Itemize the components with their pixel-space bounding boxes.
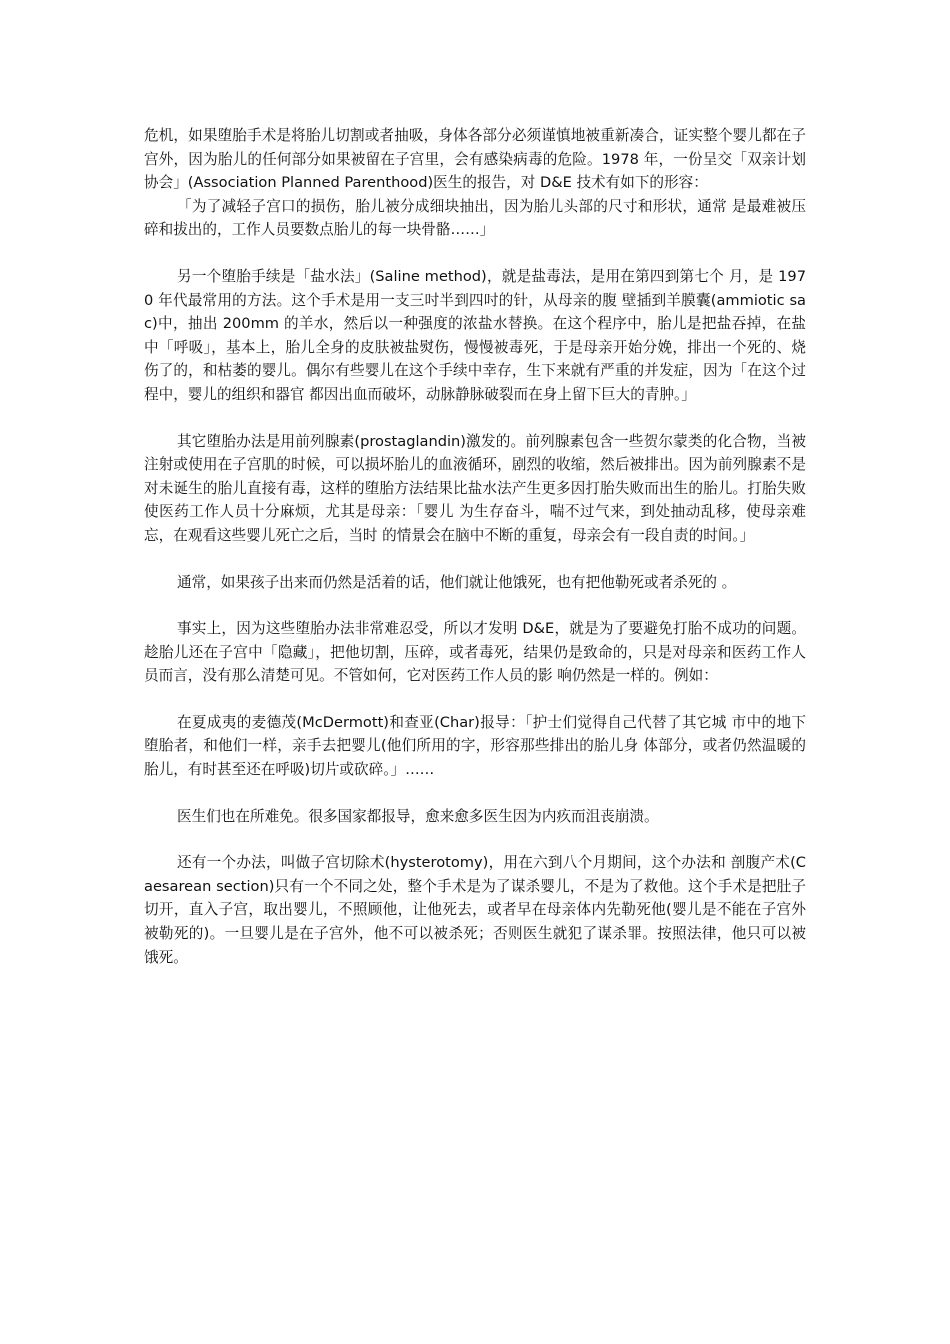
- paragraph: 其它堕胎办法是用前列腺素(prostaglandin)激发的。前列腺素包含一些贺尔蒙类的化合物，当被注射或使用在子宫肌的时候，可以损坏胎儿的血液循环，剧烈的收缩，然后被排出。因为前列腺素不是对未诞生的胎儿直接有毒，这样的堕胎方法结果比盐水法产生更多因打胎失败而出生的胎儿。打胎失败使医药工作人员十分麻烦，尤其是母亲：「婴儿 为生存奋斗，喘不过气来，到处抽动乱移，使母亲难忘，在观看这些婴儿死亡之后，当时 的情景会在脑中不断的重复，母亲会有一段自责的时间。」: [144, 432, 806, 544]
- paragraph: 事实上，因为这些堕胎办法非常难忍受，所以才发明 D&E，就是为了要避免打胎不成功的问题。趁胎儿还在子宫中「隐藏」，把他切割，压碎，或者毒死，结果仍是致命的，只是对母亲和医药工作人员而言，没有那么清楚可见。不管如何，它对医药工作人员的影 响仍然是一样的。例如：: [144, 620, 806, 685]
- paragraph: 在夏成夷的麦德茂(McDermott)和查亚(Char)报导：「护士们觉得自己代替了其它城 市中的地下堕胎者，和他们一样，亲手去把婴儿(他们所用的字，形容那些排出的胎儿身 体部分，或者仍然温暖的胎儿，有时甚至还在呼吸)切片或砍碎。」……: [144, 713, 806, 779]
- paragraph: 通常，如果孩子出来而仍然是活着的话，他们就让他饿死，也有把他勒死或者杀死的 。: [177, 573, 737, 591]
- paragraph: 另一个堕胎手续是「盐水法」(Saline method)，就是盐毒法，是用在第四到第七个 月，是 1970 年代最常用的方法。这个手术是用一支三吋半到四吋的针，从母亲的腹 壁插到羊膜囊(ammiotic sac)中，抽出 200mm 的羊水，然后以一种强度的浓盐水替换。在这个程序中，胎儿是把盐吞掉，在盐中「呼吸」，基本上，胎儿全身的皮肤被盐熨伤，慢慢被毒死，于是母亲开始分娩，排出一个死的、烧伤了的，和枯萎的婴儿。偶尔有些婴儿在这个手续中幸存，生下来就有严重的并发症，因为「在这个过程中，婴儿的组织和器官 都因出血而破坏，动脉静脉破裂而在身上留下巨大的青肿。」: [144, 267, 806, 403]
- document-body: [144, 124, 806, 969]
- block-quote: 「为了减轻子宫口的损伤，胎儿被分成细块抽出，因为胎儿头部的尺寸和形状，通常 是最难被压碎和拔出的，工作人员要数点胎儿的每一块骨骼……」: [144, 197, 806, 239]
- paragraph: 医生们也在所难免。很多国家都报导，愈来愈多医生因为内疚而沮丧崩溃。: [177, 807, 659, 825]
- paragraph: 还有一个办法，叫做子宫切除术(hysterotomy)，用在六到八个月期间，这个办法和 剖腹产术(Caesarean section)只有一个不同之处，整个手术是为了谋杀婴儿，不是为了救他。这个手术是把肚子切开，直入子宫，取出婴儿，不照顾他，让他死去，或者早在母亲体内先勒死他(婴儿是不能在子宫外被勒死的)。一旦婴儿是在子宫外，他不可以被杀死；否则医生就犯了谋杀罪。按照法律，他只可以被饿死。: [144, 854, 806, 966]
- paragraph: 危机，如果堕胎手术是将胎儿切割或者抽吸，身体各部分必须谨慎地被重新凑合，证实整个婴儿都在子宫外，因为胎儿的任何部分如果被留在子宫里，会有感染病毒的危险。1978 年，一份呈交「双亲计划协会」(Association Planned Parenthood)医生的报告，对 D&E 技术有如下的形容：: [144, 127, 806, 192]
